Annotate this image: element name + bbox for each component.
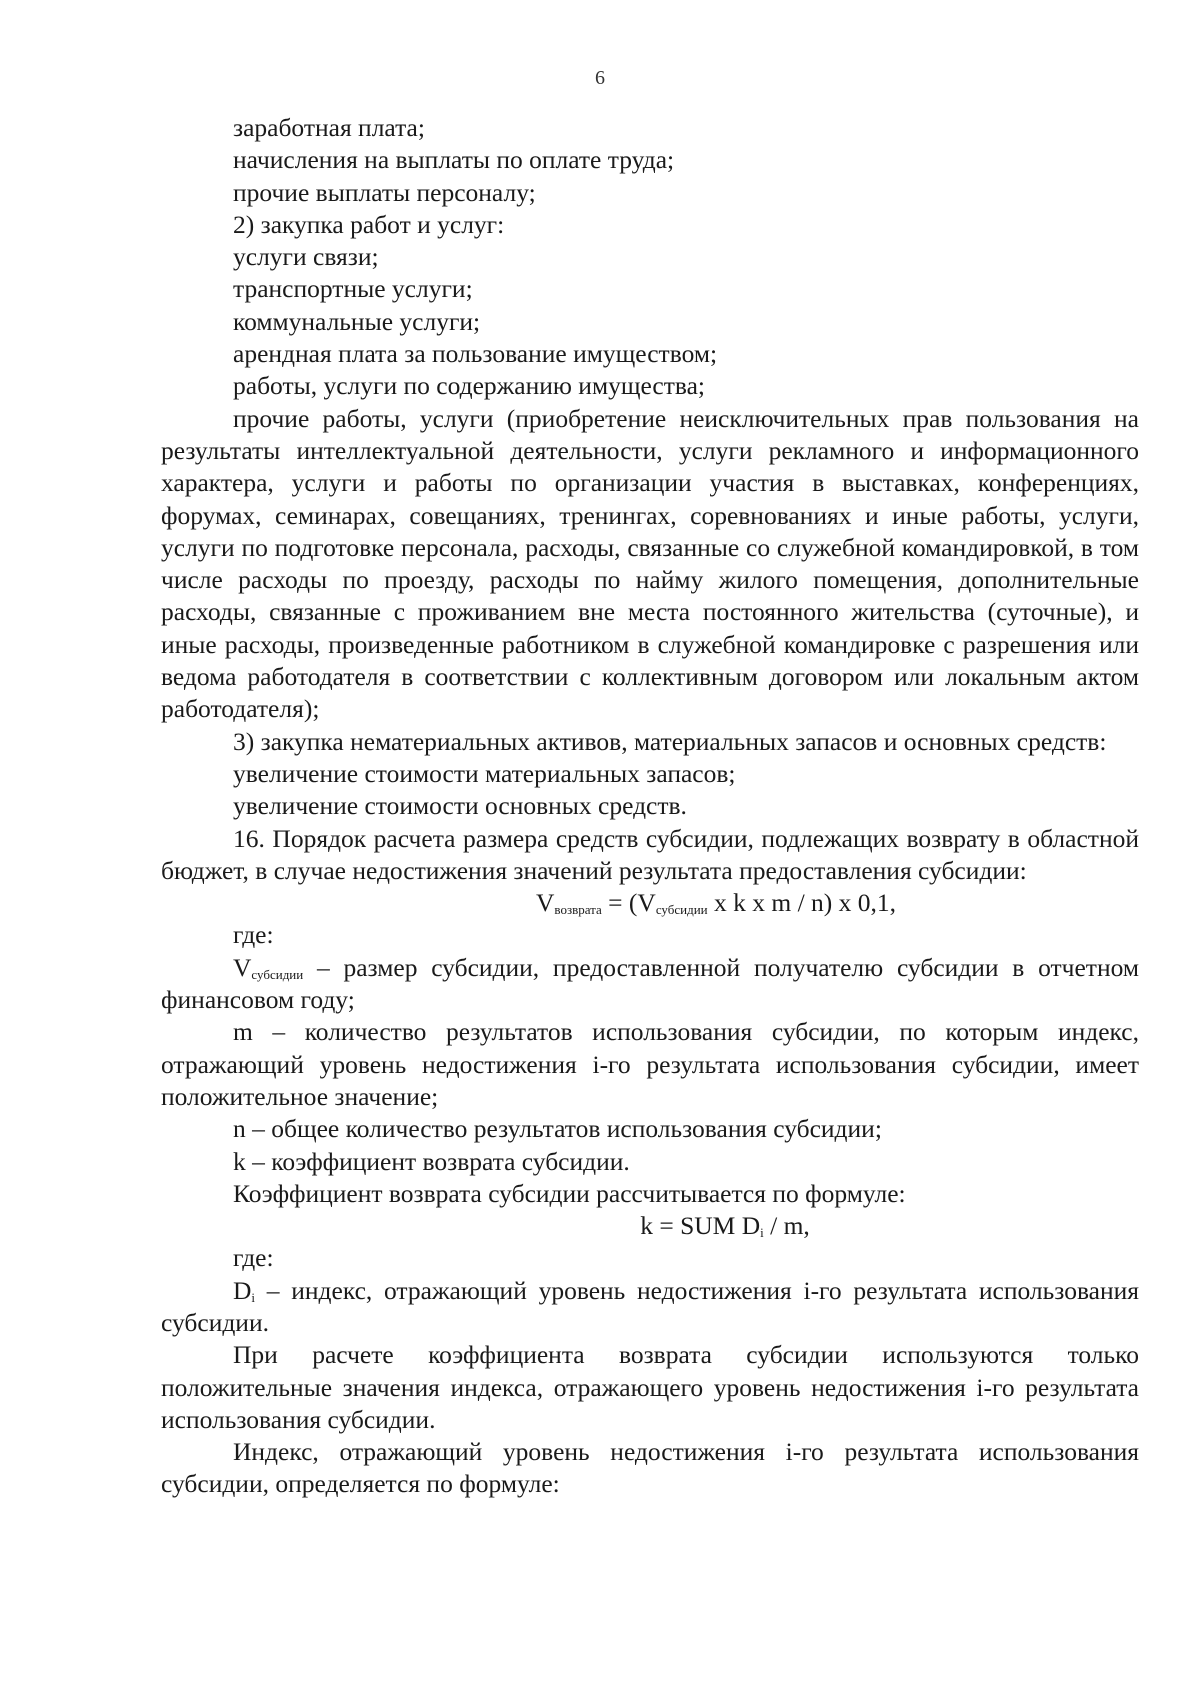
- page-number: 6: [595, 67, 605, 89]
- list-line: увеличение стоимости материальных запасов;: [233, 758, 736, 788]
- paragraph-positive-values: При расчете коэффициента возврата субсидии используются только положительные значения индекса, отражающего уровень недостижения i-го результата использования субсидии.: [161, 1340, 1139, 1434]
- definition-d: $D_i$ – индекс, отражающий уровень недостижения i-го результата использования субсидии.: [161, 1275, 1139, 1337]
- formula-return: $V_{возврата} = (V_{субсидии}$ x k x m / n) x 0,1,: [535, 888, 897, 918]
- list-line: 2) закупка работ и услуг:: [233, 209, 505, 239]
- definition-v-subsidy: $V_{субсидии}$ – размер субсидии, предоставленной получателю субсидии в отчетном финансовом году;: [161, 952, 1139, 1015]
- formula-k: k = SUM $D_i$ / m,: [640, 1211, 810, 1241]
- paragraph-index-formula: Индекс, отражающий уровень недостижения i-го результата использования субсидии, определяется по формуле:: [161, 1437, 1139, 1499]
- definition-n: n – общее количество результатов использования субсидии;: [233, 1114, 882, 1144]
- document-body: [161, 112, 1139, 1501]
- where-label: где:: [233, 1243, 274, 1273]
- list-line: услуги связи;: [233, 242, 379, 272]
- paragraph-other-works: прочие работы, услуги (приобретение неисключительных прав пользования на результаты интеллектуальной деятельности, услуги рекламного и информационного характера, услуги и работы по организации участия в выставках, конференциях, форумах, семинарах, совещаниях, тренингах, соревнованиях и иные работы, услуги, услуги по подготовке персонала, расходы, связанные со служебной командировкой, в том числе расходы по проезду, расходы по найму жилого помещения, дополнительные расходы, связанные с проживанием вне места постоянного жительства (суточные), и иные расходы, произведенные работником в служебной командировке с разрешения или ведома работодателя в соответствии с коллективным договором или локальным актом работодателя);: [161, 403, 1139, 724]
- k-formula-intro: Коэффициент возврата субсидии рассчитывается по формуле:: [233, 1178, 906, 1208]
- paragraph-16: 16. Порядок расчета размера средств субсидии, подлежащих возврату в областной бюджет, в случае недостижения значений результата предоставления субсидии:: [161, 823, 1139, 885]
- list-line: начисления на выплаты по оплате труда;: [233, 145, 675, 175]
- list-line: увеличение стоимости основных средств.: [233, 791, 687, 821]
- list-line: коммунальные услуги;: [233, 306, 481, 336]
- list-line: прочие выплаты персоналу;: [233, 177, 536, 207]
- definition-k: k – коэффициент возврата субсидии.: [233, 1146, 630, 1176]
- definition-m: m – количество результатов использования субсидии, по которым индекс, отражающий уровень недостижения i-го результата использования субсидии, имеет положительное значение;: [161, 1017, 1139, 1111]
- list-line: арендная плата за пользование имуществом;: [233, 339, 718, 369]
- where-label: где:: [233, 920, 274, 950]
- list-line: заработная плата;: [233, 113, 425, 142]
- paragraph-item-3: 3) закупка нематериальных активов, материальных запасов и основных средств:: [233, 726, 1107, 756]
- list-line: транспортные услуги;: [233, 274, 473, 304]
- list-line: работы, услуги по содержанию имущества;: [233, 371, 705, 401]
